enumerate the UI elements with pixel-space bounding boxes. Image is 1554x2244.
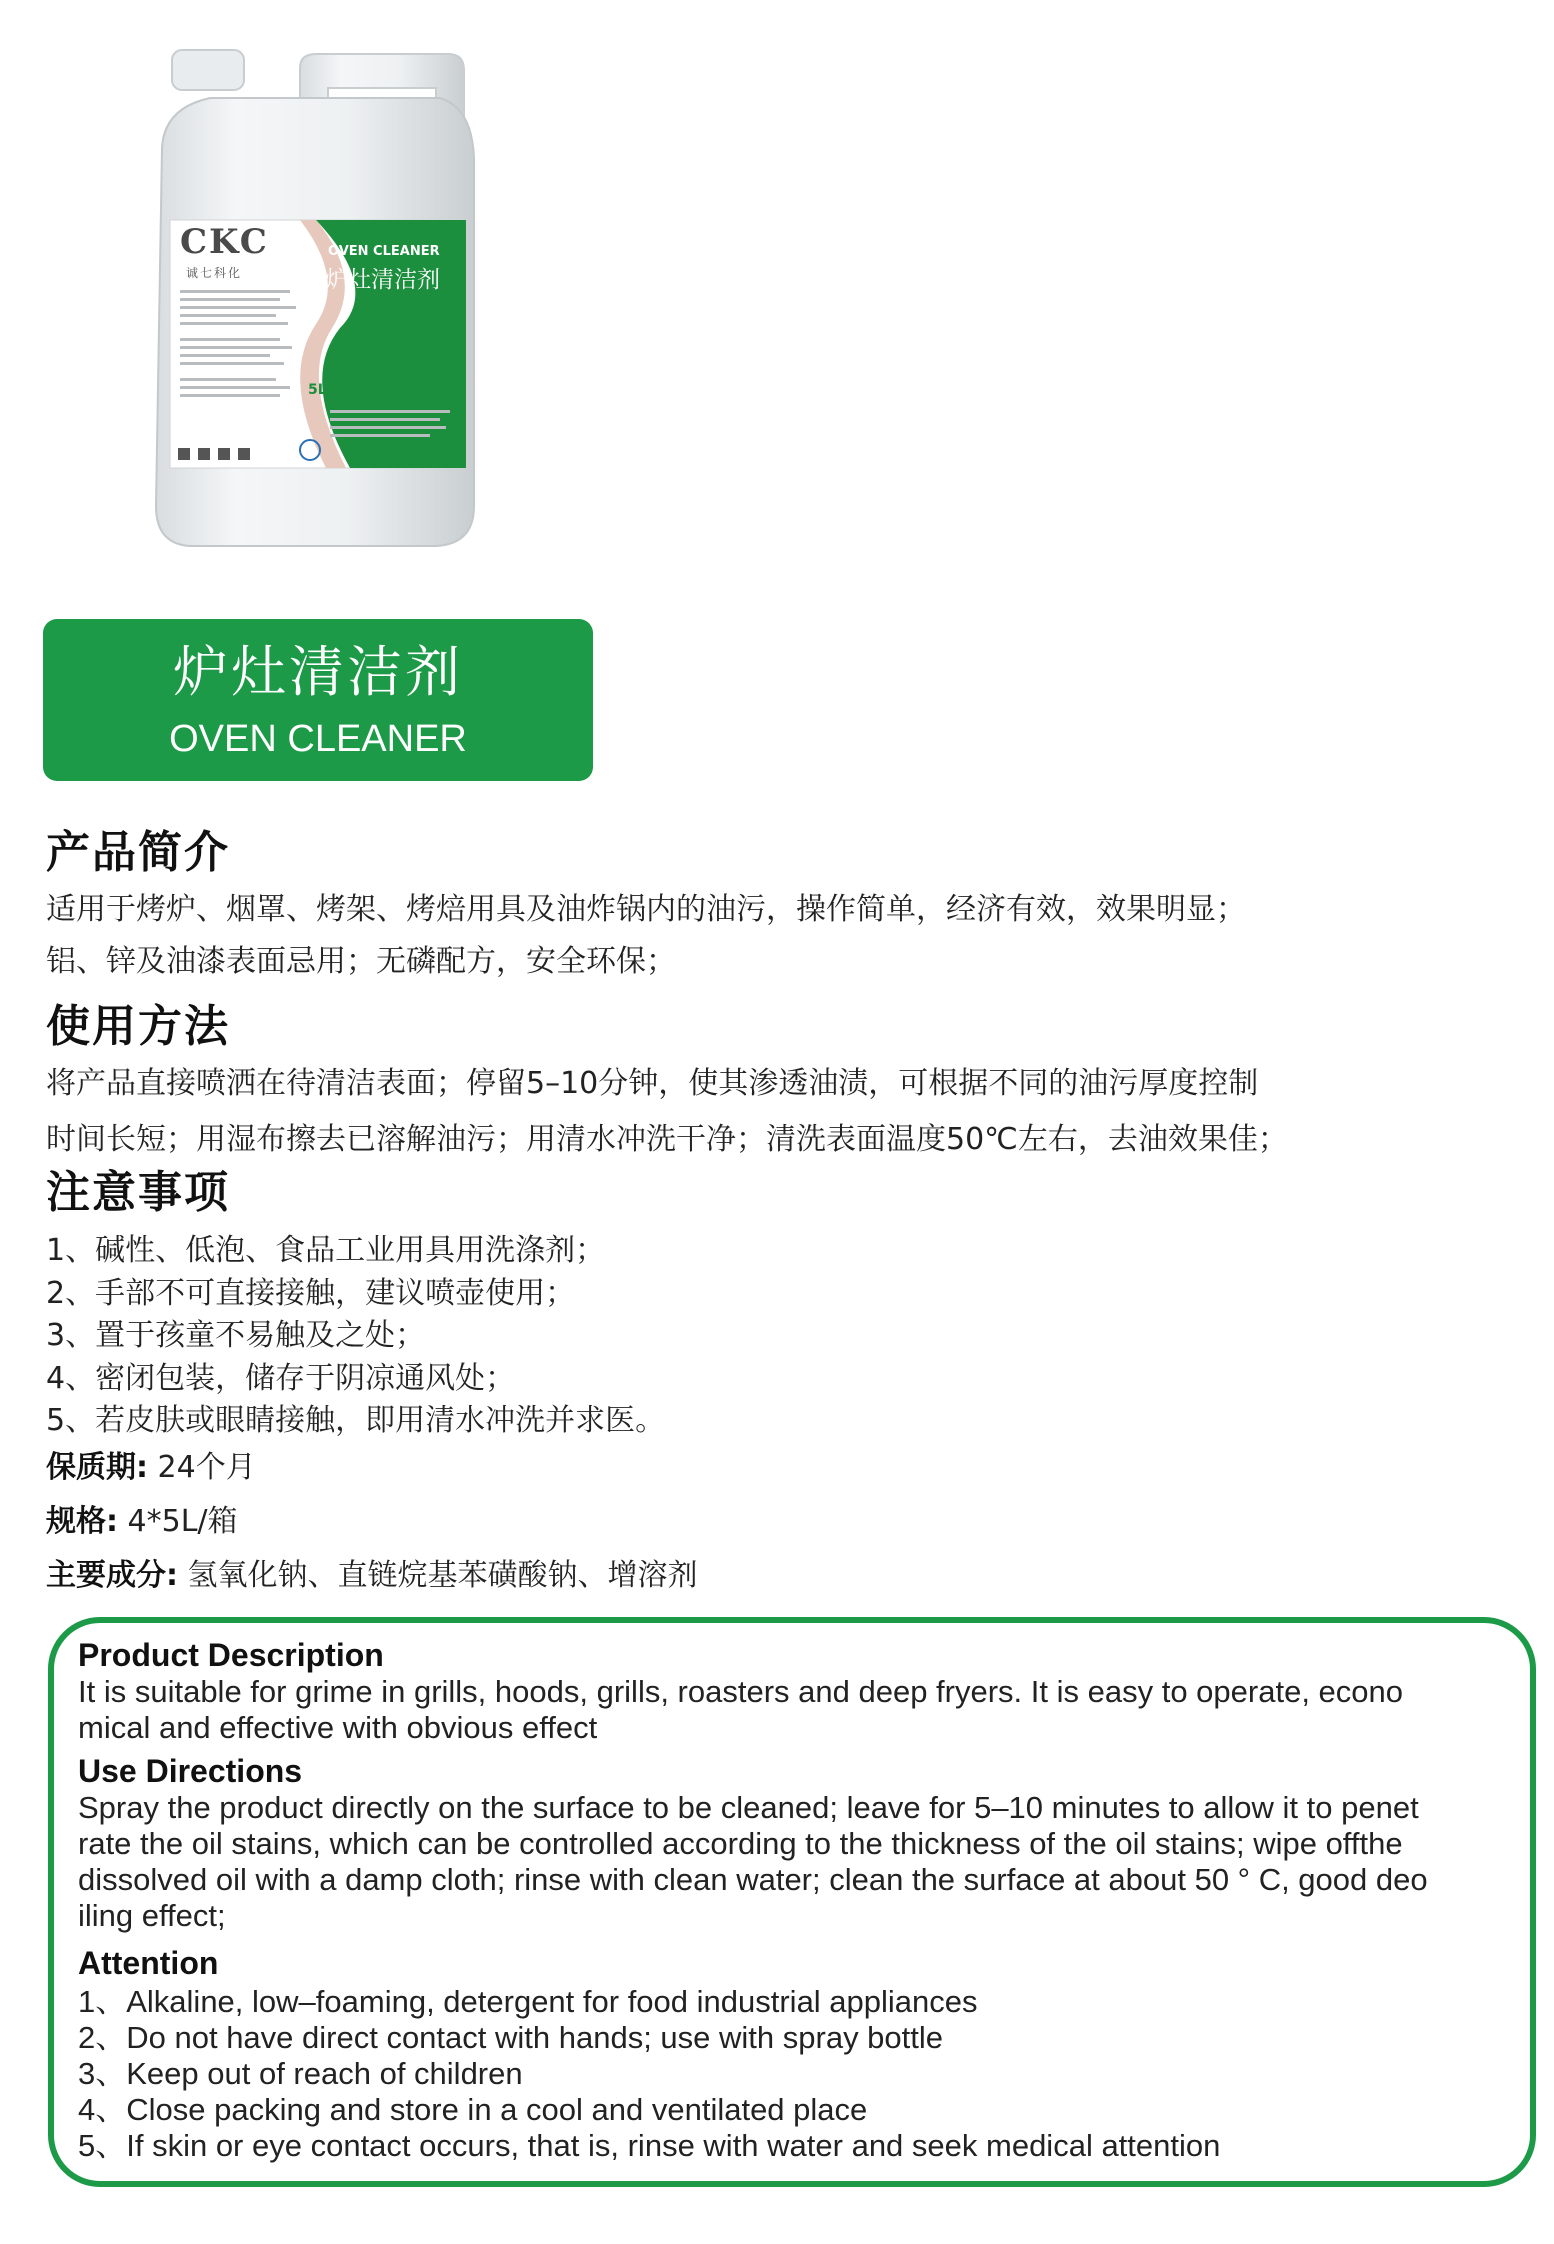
usage-section: [46, 1000, 1526, 1054]
en-description-line: It is suitable for grime in grills, hoods, grills, roasters and deep fryers. It is easy to operate, econo: [78, 1674, 1404, 1709]
en-directions-heading: Use Directions: [78, 1753, 303, 1789]
en-directions-line: dissolved oil with a damp cloth; rinse with clean water; clean the surface at about 50 ° C, good deo: [78, 1862, 1428, 1897]
notes-item: 3、置于孩童不易触及之处；: [46, 1318, 426, 1353]
notes-item: 2、手部不可直接接触，建议喷壶使用；: [46, 1275, 576, 1311]
en-directions-line: iling effect;: [78, 1898, 226, 1933]
usage-heading: 使用方法: [46, 1001, 230, 1052]
notes-item: 4、密闭包装，储存于阴凉通风处；: [46, 1360, 516, 1396]
intro-line: 适用于烤炉、烟罩、烤架、烤焙用具及油炸锅内的油污，操作简单，经济有效，效果明显；: [46, 892, 1246, 927]
en-attention-item: 5、If skin or eye contact occurs, that is, rinse with water and seek medical attention: [78, 2128, 1221, 2163]
title-en: OVEN CLEANER: [169, 718, 467, 760]
intro-body: [46, 890, 1526, 982]
en-attention-item: 4、Close packing and store in a cool and ventilated place: [78, 2092, 868, 2127]
spec-ingredients: [46, 1556, 1526, 1596]
spec-ingredients-label: 主要成分:: [46, 1558, 178, 1593]
bottle-label-cn: 炉灶清洁剂: [325, 267, 440, 293]
title-cn: 炉灶清洁剂: [172, 640, 463, 704]
en-attention-item: 3、Keep out of reach of children: [78, 2056, 523, 2091]
spec-shelf-life: [46, 1448, 1526, 1488]
spec-size-value: 4*5L/箱: [118, 1504, 238, 1539]
usage-body: [46, 1064, 1526, 1160]
bottle-volume: 5L: [308, 382, 327, 398]
en-directions-line: rate the oil stains, which can be controlled according to the thickness of the oil stains; wipe offthe: [78, 1826, 1403, 1861]
bottle-illustration: [150, 48, 476, 548]
notes-heading: 注意事项: [46, 1167, 230, 1218]
spec-ingredients-value: 氢氧化钠、直链烷基苯磺酸钠、增溶剂: [178, 1558, 698, 1593]
spec-size-label: 规格:: [46, 1504, 118, 1539]
en-description-section: [78, 1636, 1538, 1746]
product-bottle-image: [150, 48, 476, 548]
en-description-heading: Product Description: [78, 1637, 384, 1673]
notes-list: [46, 1230, 1526, 1443]
spec-shelf-label: 保质期:: [46, 1450, 148, 1485]
en-attention-section: [78, 1944, 1538, 2164]
bottle-brand-logo: CKC: [180, 222, 269, 262]
title-badge: [43, 619, 593, 781]
usage-line: 将产品直接喷洒在待清洁表面；停留5–10分钟，使其渗透油渍，可根据不同的油污厚度控制: [46, 1066, 1259, 1101]
usage-line: 时间长短；用湿布擦去已溶解油污；用清水冲洗干净；清洗表面温度50℃左右，去油效果佳；: [46, 1122, 1288, 1157]
notes-item: 5、若皮肤或眼睛接触，即用清水冲洗并求医。: [46, 1403, 666, 1438]
bottle-brand-subtitle: 诚七科化: [186, 266, 243, 280]
intro-section: [46, 826, 1526, 880]
notes-section: [46, 1166, 1526, 1220]
notes-item: 1、碱性、低泡、食品工业用具用洗涤剂；: [46, 1233, 606, 1268]
bottle-label-en: OVEN CLEANER: [328, 244, 440, 259]
spec-size: [46, 1502, 1526, 1542]
en-directions-line: Spray the product directly on the surface to be cleaned; leave for 5–10 minutes to allow it to penet: [78, 1790, 1419, 1825]
en-attention-heading: Attention: [78, 1945, 219, 1981]
en-attention-item: 2、Do not have direct contact with hands; use with spray bottle: [78, 2020, 944, 2055]
en-description-line: mical and effective with obvious effect: [78, 1710, 598, 1745]
spec-shelf-value: 24个月: [148, 1450, 256, 1485]
en-attention-item: 1、Alkaline, low–foaming, detergent for food industrial appliances: [78, 1984, 978, 2019]
intro-line: 铝、锌及油漆表面忌用；无磷配方，安全环保；: [46, 944, 676, 979]
en-directions-section: [78, 1752, 1538, 1934]
intro-heading: 产品简介: [46, 827, 230, 878]
